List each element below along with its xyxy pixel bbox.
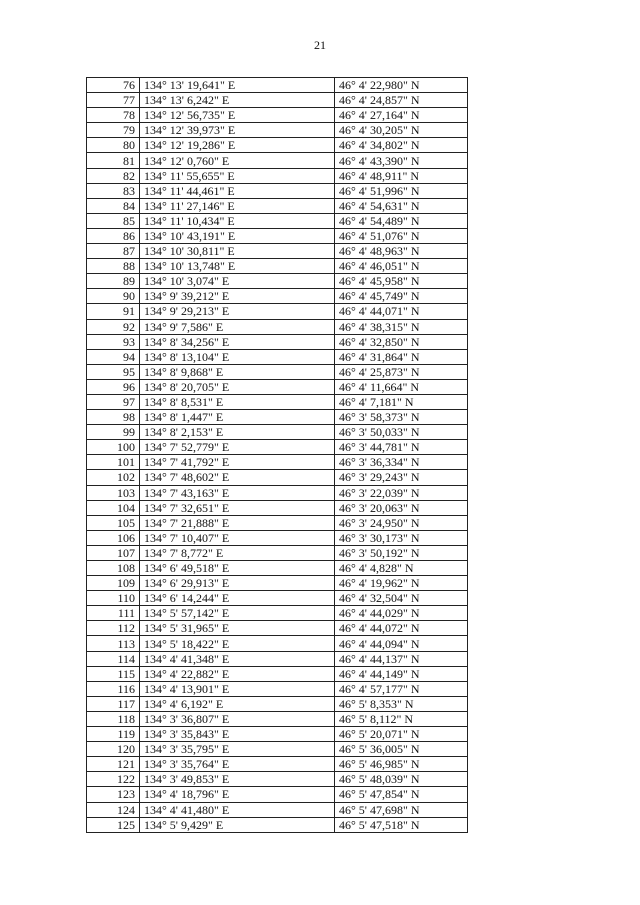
latitude-cell: 46° 5' 47,854" N: [335, 787, 468, 802]
latitude-cell: 46° 3' 29,243" N: [335, 470, 468, 485]
table-row: [87, 334, 468, 349]
table-row: [87, 696, 468, 711]
longitude-cell: 134° 4' 6,192" E: [140, 696, 335, 711]
point-number-cell: 110: [87, 591, 140, 606]
longitude-cell: 134° 10' 13,748" E: [140, 259, 335, 274]
latitude-cell: 46° 3' 24,950" N: [335, 515, 468, 530]
longitude-cell: 134° 8' 13,104" E: [140, 349, 335, 364]
point-number-cell: 87: [87, 244, 140, 259]
point-number-cell: 112: [87, 621, 140, 636]
point-number-cell: 88: [87, 259, 140, 274]
table-row: [87, 455, 468, 470]
longitude-cell: 134° 5' 9,429" E: [140, 817, 335, 832]
table-row: [87, 727, 468, 742]
point-number-cell: 83: [87, 183, 140, 198]
coordinates-table: [86, 77, 468, 833]
table-row: [87, 123, 468, 138]
point-number-cell: 90: [87, 289, 140, 304]
longitude-cell: 134° 8' 20,705" E: [140, 379, 335, 394]
table-row: [87, 530, 468, 545]
point-number-cell: 96: [87, 379, 140, 394]
table-row: [87, 364, 468, 379]
point-number-cell: 92: [87, 319, 140, 334]
latitude-cell: 46° 3' 36,334" N: [335, 455, 468, 470]
point-number-cell: 84: [87, 198, 140, 213]
point-number-cell: 91: [87, 304, 140, 319]
table-row: [87, 138, 468, 153]
latitude-cell: 46° 4' 57,177" N: [335, 681, 468, 696]
latitude-cell: 46° 5' 20,071" N: [335, 727, 468, 742]
point-number-cell: 80: [87, 138, 140, 153]
latitude-cell: 46° 4' 48,911" N: [335, 168, 468, 183]
table-row: [87, 817, 468, 832]
longitude-cell: 134° 3' 35,764" E: [140, 757, 335, 772]
point-number-cell: 122: [87, 772, 140, 787]
longitude-cell: 134° 10' 30,811" E: [140, 244, 335, 259]
latitude-cell: 46° 4' 44,094" N: [335, 636, 468, 651]
latitude-cell: 46° 4' 48,963" N: [335, 244, 468, 259]
longitude-cell: 134° 7' 21,888" E: [140, 515, 335, 530]
longitude-cell: 134° 3' 49,853" E: [140, 772, 335, 787]
point-number-cell: 106: [87, 530, 140, 545]
longitude-cell: 134° 8' 34,256" E: [140, 334, 335, 349]
latitude-cell: 46° 3' 20,063" N: [335, 500, 468, 515]
longitude-cell: 134° 8' 2,153" E: [140, 425, 335, 440]
longitude-cell: 134° 4' 13,901" E: [140, 681, 335, 696]
point-number-cell: 124: [87, 802, 140, 817]
table-row: [87, 108, 468, 123]
latitude-cell: 46° 4' 45,749" N: [335, 289, 468, 304]
point-number-cell: 101: [87, 455, 140, 470]
table-row: [87, 228, 468, 243]
latitude-cell: 46° 3' 30,173" N: [335, 530, 468, 545]
longitude-cell: 134° 10' 3,074" E: [140, 274, 335, 289]
table-row: [87, 742, 468, 757]
point-number-cell: 120: [87, 742, 140, 757]
table-row: [87, 304, 468, 319]
table-row: [87, 213, 468, 228]
point-number-cell: 105: [87, 515, 140, 530]
table-row: [87, 440, 468, 455]
table-row: [87, 485, 468, 500]
table-row: [87, 78, 468, 93]
longitude-cell: 134° 11' 55,655" E: [140, 168, 335, 183]
longitude-cell: 134° 8' 9,868" E: [140, 364, 335, 379]
longitude-cell: 134° 4' 22,882" E: [140, 666, 335, 681]
latitude-cell: 46° 4' 32,504" N: [335, 591, 468, 606]
longitude-cell: 134° 12' 19,286" E: [140, 138, 335, 153]
table-row: [87, 394, 468, 409]
point-number-cell: 121: [87, 757, 140, 772]
table-row: [87, 787, 468, 802]
table-row: [87, 183, 468, 198]
longitude-cell: 134° 5' 18,422" E: [140, 636, 335, 651]
longitude-cell: 134° 9' 7,586" E: [140, 319, 335, 334]
longitude-cell: 134° 9' 39,212" E: [140, 289, 335, 304]
latitude-cell: 46° 5' 47,518" N: [335, 817, 468, 832]
latitude-cell: 46° 3' 58,373" N: [335, 410, 468, 425]
longitude-cell: 134° 7' 48,602" E: [140, 470, 335, 485]
point-number-cell: 111: [87, 606, 140, 621]
latitude-cell: 46° 4' 32,850" N: [335, 334, 468, 349]
longitude-cell: 134° 3' 35,795" E: [140, 742, 335, 757]
longitude-cell: 134° 11' 10,434" E: [140, 213, 335, 228]
longitude-cell: 134° 13' 19,641" E: [140, 78, 335, 93]
latitude-cell: 46° 4' 31,864" N: [335, 349, 468, 364]
table-row: [87, 274, 468, 289]
latitude-cell: 46° 4' 24,857" N: [335, 93, 468, 108]
point-number-cell: 119: [87, 727, 140, 742]
table-row: [87, 289, 468, 304]
table-row: [87, 576, 468, 591]
latitude-cell: 46° 3' 50,192" N: [335, 545, 468, 560]
table-row: [87, 802, 468, 817]
point-number-cell: 89: [87, 274, 140, 289]
table-row: [87, 606, 468, 621]
table-row: [87, 757, 468, 772]
latitude-cell: 46° 4' 51,076" N: [335, 228, 468, 243]
point-number-cell: 76: [87, 78, 140, 93]
latitude-cell: 46° 4' 44,029" N: [335, 606, 468, 621]
latitude-cell: 46° 3' 44,781" N: [335, 440, 468, 455]
table-row: [87, 379, 468, 394]
point-number-cell: 116: [87, 681, 140, 696]
longitude-cell: 134° 5' 57,142" E: [140, 606, 335, 621]
longitude-cell: 134° 8' 1,447" E: [140, 410, 335, 425]
table-row: [87, 772, 468, 787]
table-row: [87, 591, 468, 606]
longitude-cell: 134° 10' 43,191" E: [140, 228, 335, 243]
table-row: [87, 410, 468, 425]
latitude-cell: 46° 5' 47,698" N: [335, 802, 468, 817]
point-number-cell: 97: [87, 394, 140, 409]
latitude-cell: 46° 4' 43,390" N: [335, 153, 468, 168]
longitude-cell: 134° 12' 0,760" E: [140, 153, 335, 168]
table-row: [87, 636, 468, 651]
table-row: [87, 545, 468, 560]
longitude-cell: 134° 3' 36,807" E: [140, 711, 335, 726]
longitude-cell: 134° 6' 14,244" E: [140, 591, 335, 606]
latitude-cell: 46° 5' 36,005" N: [335, 742, 468, 757]
latitude-cell: 46° 4' 34,802" N: [335, 138, 468, 153]
point-number-cell: 109: [87, 576, 140, 591]
longitude-cell: 134° 12' 39,973" E: [140, 123, 335, 138]
table-row: [87, 651, 468, 666]
point-number-cell: 93: [87, 334, 140, 349]
table-row: [87, 244, 468, 259]
longitude-cell: 134° 11' 27,146" E: [140, 198, 335, 213]
longitude-cell: 134° 6' 29,913" E: [140, 576, 335, 591]
latitude-cell: 46° 4' 45,958" N: [335, 274, 468, 289]
table-row: [87, 259, 468, 274]
point-number-cell: 115: [87, 666, 140, 681]
point-number-cell: 117: [87, 696, 140, 711]
latitude-cell: 46° 4' 46,051" N: [335, 259, 468, 274]
longitude-cell: 134° 7' 41,792" E: [140, 455, 335, 470]
point-number-cell: 108: [87, 561, 140, 576]
table-row: [87, 621, 468, 636]
table-row: [87, 319, 468, 334]
table-row: [87, 470, 468, 485]
point-number-cell: 113: [87, 636, 140, 651]
latitude-cell: 46° 4' 51,996" N: [335, 183, 468, 198]
latitude-cell: 46° 4' 22,980" N: [335, 78, 468, 93]
longitude-cell: 134° 4' 41,480" E: [140, 802, 335, 817]
latitude-cell: 46° 4' 54,489" N: [335, 213, 468, 228]
latitude-cell: 46° 4' 44,137" N: [335, 651, 468, 666]
point-number-cell: 95: [87, 364, 140, 379]
point-number-cell: 123: [87, 787, 140, 802]
point-number-cell: 114: [87, 651, 140, 666]
point-number-cell: 100: [87, 440, 140, 455]
longitude-cell: 134° 7' 8,772" E: [140, 545, 335, 560]
longitude-cell: 134° 7' 52,779" E: [140, 440, 335, 455]
point-number-cell: 78: [87, 108, 140, 123]
point-number-cell: 77: [87, 93, 140, 108]
longitude-cell: 134° 4' 41,348" E: [140, 651, 335, 666]
latitude-cell: 46° 4' 7,181" N: [335, 394, 468, 409]
coordinates-table-body: [87, 78, 468, 833]
table-row: [87, 681, 468, 696]
point-number-cell: 94: [87, 349, 140, 364]
point-number-cell: 81: [87, 153, 140, 168]
latitude-cell: 46° 3' 50,033" N: [335, 425, 468, 440]
latitude-cell: 46° 5' 8,112" N: [335, 711, 468, 726]
longitude-cell: 134° 11' 44,461" E: [140, 183, 335, 198]
latitude-cell: 46° 4' 27,164" N: [335, 108, 468, 123]
latitude-cell: 46° 4' 19,962" N: [335, 576, 468, 591]
longitude-cell: 134° 7' 43,163" E: [140, 485, 335, 500]
point-number-cell: 118: [87, 711, 140, 726]
table-row: [87, 93, 468, 108]
table-row: [87, 515, 468, 530]
longitude-cell: 134° 7' 32,651" E: [140, 500, 335, 515]
table-row: [87, 153, 468, 168]
point-number-cell: 107: [87, 545, 140, 560]
table-row: [87, 711, 468, 726]
table-row: [87, 425, 468, 440]
table-row: [87, 561, 468, 576]
latitude-cell: 46° 3' 22,039" N: [335, 485, 468, 500]
point-number-cell: 82: [87, 168, 140, 183]
longitude-cell: 134° 12' 56,735" E: [140, 108, 335, 123]
table-row: [87, 168, 468, 183]
latitude-cell: 46° 5' 8,353" N: [335, 696, 468, 711]
longitude-cell: 134° 7' 10,407" E: [140, 530, 335, 545]
point-number-cell: 99: [87, 425, 140, 440]
point-number-cell: 104: [87, 500, 140, 515]
longitude-cell: 134° 3' 35,843" E: [140, 727, 335, 742]
point-number-cell: 98: [87, 410, 140, 425]
latitude-cell: 46° 4' 54,631" N: [335, 198, 468, 213]
latitude-cell: 46° 5' 46,985" N: [335, 757, 468, 772]
point-number-cell: 79: [87, 123, 140, 138]
latitude-cell: 46° 4' 38,315" N: [335, 319, 468, 334]
point-number-cell: 102: [87, 470, 140, 485]
latitude-cell: 46° 4' 4,828" N: [335, 561, 468, 576]
latitude-cell: 46° 4' 30,205" N: [335, 123, 468, 138]
longitude-cell: 134° 6' 49,518" E: [140, 561, 335, 576]
longitude-cell: 134° 9' 29,213" E: [140, 304, 335, 319]
table-row: [87, 500, 468, 515]
latitude-cell: 46° 4' 44,071" N: [335, 304, 468, 319]
latitude-cell: 46° 4' 11,664" N: [335, 379, 468, 394]
latitude-cell: 46° 4' 44,072" N: [335, 621, 468, 636]
point-number-cell: 86: [87, 228, 140, 243]
page-number: 21: [314, 38, 326, 52]
latitude-cell: 46° 4' 44,149" N: [335, 666, 468, 681]
longitude-cell: 134° 8' 8,531" E: [140, 394, 335, 409]
longitude-cell: 134° 13' 6,242" E: [140, 93, 335, 108]
latitude-cell: 46° 5' 48,039" N: [335, 772, 468, 787]
point-number-cell: 103: [87, 485, 140, 500]
point-number-cell: 85: [87, 213, 140, 228]
table-row: [87, 198, 468, 213]
table-row: [87, 666, 468, 681]
point-number-cell: 125: [87, 817, 140, 832]
table-row: [87, 349, 468, 364]
latitude-cell: 46° 4' 25,873" N: [335, 364, 468, 379]
longitude-cell: 134° 4' 18,796" E: [140, 787, 335, 802]
longitude-cell: 134° 5' 31,965" E: [140, 621, 335, 636]
